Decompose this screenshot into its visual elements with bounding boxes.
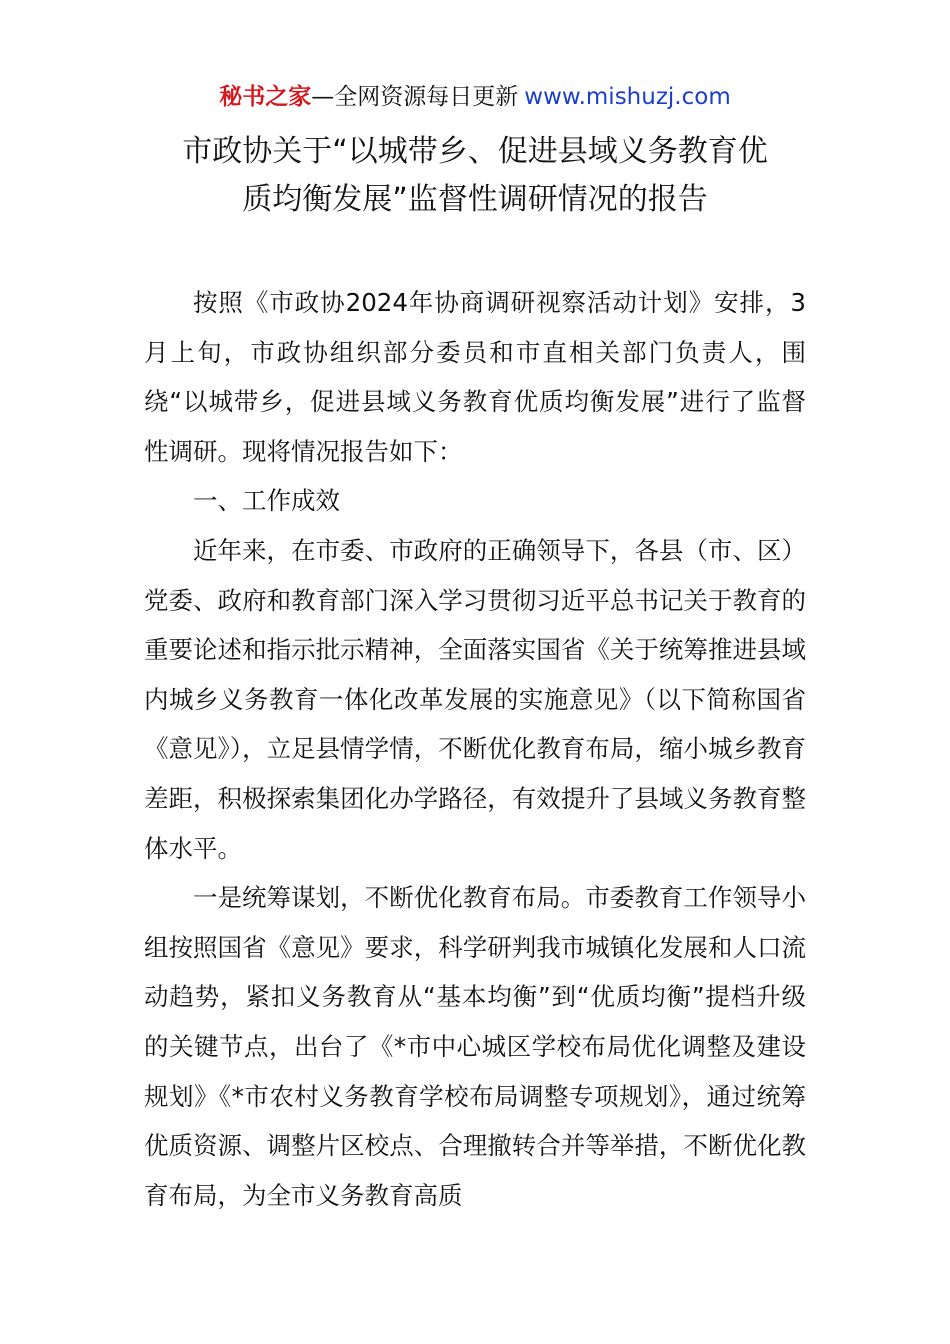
site-url-link[interactable]: www.mishuzj.com	[524, 84, 731, 110]
document-body	[144, 278, 806, 1220]
section-heading: 一、工作成效	[193, 486, 340, 516]
achievements-paragraph: 近年来，在市委、市政府的正确领导下，各县（市、区）党委、政府和教育部门深入学习贯彻习近平总书记关于教育的重要论述和指示批示精神，全面落实国省《关于统筹推进县域内城乡义务教育一体化改革发展的实施意见》（以下简称国省《意见》），立足县情学情，不断优化教育布局，缩小城乡教育差距，积极探索集团化办学路径，有效提升了县域义务教育整体水平。	[144, 535, 806, 863]
point-one-paragraph: 一是统筹谋划，不断优化教育布局。市委教育工作领导小组按照国省《意见》要求，科学研判我市城镇化发展和人口流动趋势，紧扣义务教育从“基本均衡”到“优质均衡”提档升级的关键节点，出台了《*市中心城区学校布局优化调整及建设规划》《*市农村义务教育学校布局调整专项规划》，通过统筹优质资源、调整片区校点、合理撤转合并等举措，不断优化教育布局，为全市义务教育高质	[144, 883, 806, 1210]
banner-tagline: —全网资源每日更新	[311, 84, 519, 110]
document-title	[100, 128, 850, 224]
title-line-2: 质均衡发展”监督性调研情况的报告	[242, 182, 708, 217]
title-line-1: 市政协关于“以城带乡、促进县域义务教育优	[182, 134, 768, 169]
site-banner	[0, 82, 950, 112]
brand-name: 秘书之家	[219, 84, 312, 110]
intro-paragraph: 按照《市政协2024年协商调研视察活动计划》安排，3月上旬，市政协组织部分委员和市直相关部门负责人，围绕“以城带乡，促进县域义务教育优质均衡发展”进行了监督性调研。现将情况报告如下：	[144, 288, 806, 466]
